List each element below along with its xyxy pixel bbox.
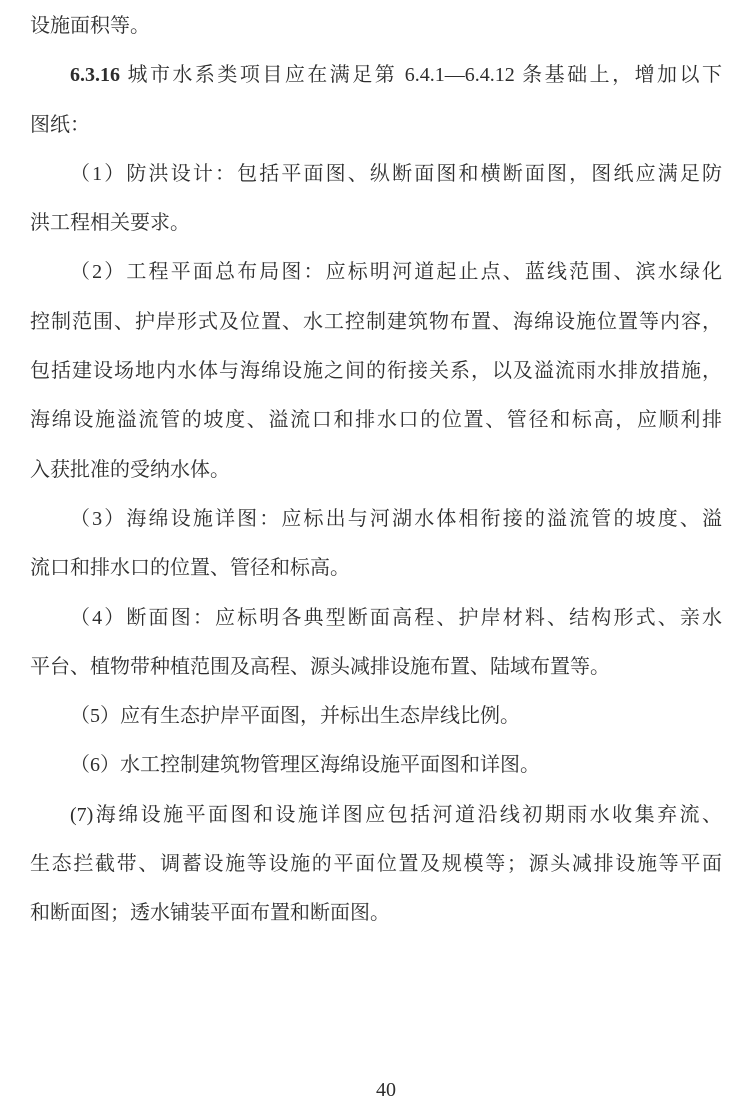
text-segment: （3）海绵设施详图：应标出与河湖水体相衔接的溢流管的坡度、溢 (70, 507, 722, 530)
text-segment: 城市水系类项目应在满足第 6.4.1—6.4.12 条基础上，增加以下 (120, 64, 722, 87)
text-segment: 海绵设施溢流管的坡度、溢流口和排水口的位置、管径和标高，应顺利排 (30, 409, 722, 432)
text-line (30, 2, 722, 51)
paragraph (30, 594, 722, 693)
text-segment: （4）断面图：应标明各典型断面高程、护岸材料、结构形式、亲水 (70, 606, 722, 629)
page-footer (0, 1079, 750, 1102)
text-line (30, 150, 722, 199)
paragraph (30, 791, 722, 939)
paragraph (30, 2, 722, 51)
text-line (30, 495, 722, 544)
paragraph (30, 692, 722, 741)
text-segment: 流口和排水口的位置、管径和标高。 (30, 557, 350, 580)
paragraph (30, 150, 722, 249)
text-line (30, 396, 722, 445)
text-line (30, 643, 722, 692)
paragraph (30, 495, 722, 594)
text-line (30, 692, 722, 741)
text-segment: 洪工程相关要求。 (30, 212, 190, 235)
text-line (30, 51, 722, 100)
text-segment: （6）水工控制建筑物管理区海绵设施平面图和详图。 (70, 754, 540, 777)
text-line (30, 347, 722, 396)
text-segment: （5）应有生态护岸平面图，并标出生态岸线比例。 (70, 705, 520, 728)
text-line (30, 298, 722, 347)
text-line (30, 791, 722, 840)
text-line (30, 101, 722, 150)
text-line (30, 741, 722, 790)
text-segment: 平台、植物带种植范围及高程、源头减排设施布置、陆域布置等。 (30, 655, 610, 678)
text-line (30, 889, 722, 938)
text-segment: 图纸： (30, 113, 90, 136)
text-segment: 设施面积等。 (30, 15, 150, 37)
text-segment: 控制范围、护岸形式及位置、水工控制建筑物布置、海绵设施位置等内容， (30, 310, 722, 333)
paragraph (30, 741, 722, 790)
text-segment: 和断面图；透水铺装平面布置和断面图。 (30, 902, 390, 925)
text-segment: （1）防洪设计：包括平面图、纵断面图和横断面图，图纸应满足防 (70, 162, 722, 185)
text-line (30, 544, 722, 593)
text-line (30, 446, 722, 495)
text-segment: 包括建设场地内水体与海绵设施之间的衔接关系，以及溢流雨水排放措施， (30, 360, 722, 383)
paragraph (30, 51, 722, 150)
text-line (30, 199, 722, 248)
text-segment: 入获批准的受纳水体。 (30, 458, 230, 481)
paragraph (30, 248, 722, 494)
text-segment: （2）工程平面总布局图：应标明河道起止点、蓝线范围、滨水绿化 (70, 261, 722, 284)
text-line (30, 594, 722, 643)
text-segment: 生态拦截带、调蓄设施等设施的平面位置及规模等；源头减排设施等平面 (30, 853, 722, 876)
page-number: 40 (376, 1079, 396, 1101)
document-body (30, 2, 722, 939)
text-line (30, 840, 722, 889)
section-number: 6.3.16 (70, 64, 120, 87)
text-line (30, 248, 722, 297)
text-segment: (7)海绵设施平面图和设施详图应包括河道沿线初期雨水收集弃流、 (70, 803, 722, 826)
